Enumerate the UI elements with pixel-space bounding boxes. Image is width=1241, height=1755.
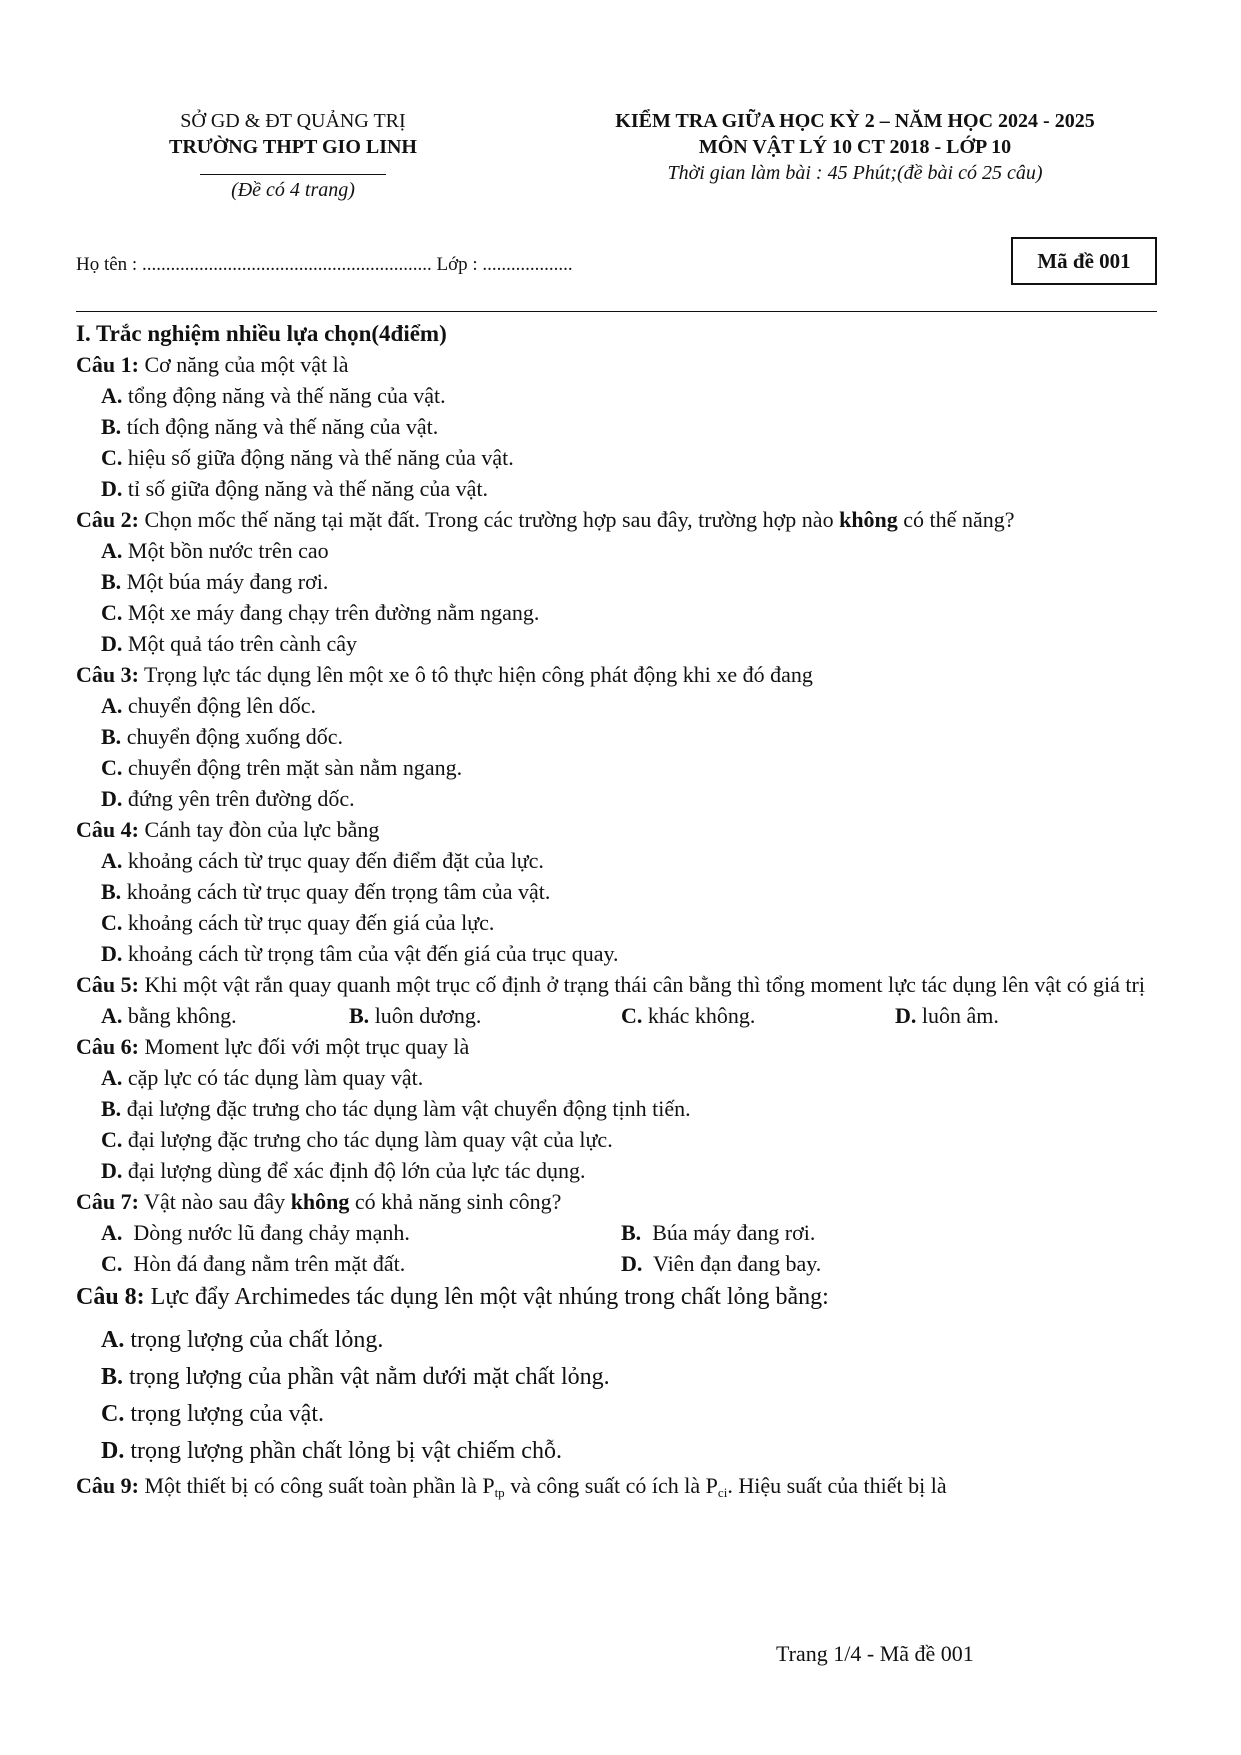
q3-option-c [101, 752, 1166, 783]
question-text: có thế năng? [897, 507, 1015, 532]
q2-option-c [101, 597, 1166, 628]
exam-title: KIỂM TRA GIỮA HỌC KỲ 2 – NĂM HỌC 2024 - 2025 [615, 110, 1095, 132]
question-9 [76, 1470, 1166, 1501]
page-footer: Trang 1/4 - Mã đề 001 [776, 1641, 974, 1666]
department-name: SỞ GD & ĐT QUẢNG TRỊ [180, 110, 406, 132]
q8-option-a [101, 1322, 1166, 1359]
question-3 [76, 659, 1166, 690]
option-text: đại lượng dùng để xác định độ lớn của lực tác dụng. [127, 1158, 586, 1183]
student-info-line: Họ tên : ............................................................. Lớp : ................... [76, 254, 573, 275]
option-letter: A. [101, 1065, 123, 1090]
question-text: Vật nào sau đây [138, 1189, 291, 1214]
option-text: luôn dương. [374, 1003, 482, 1028]
option-letter: D. [101, 1158, 123, 1183]
question-7 [76, 1186, 1166, 1217]
question-text: Khi một vật rắn quay quanh một trục cố định ở trạng thái cân bằng thì tổng moment lực tác dụng lên vật có giá trị [138, 972, 1145, 997]
option-text: Dòng nước lũ đang chảy mạnh. [133, 1220, 410, 1245]
option-letter: B. [349, 1003, 370, 1028]
q7-option-c [101, 1248, 621, 1279]
q7-option-a [101, 1217, 621, 1248]
questions [76, 318, 1166, 1501]
option-letter: B. [621, 1220, 642, 1245]
option-text: khoảng cách từ trục quay đến giá của lực. [127, 910, 495, 935]
option-letter: D. [101, 786, 123, 811]
header-divider [200, 174, 386, 175]
option-text: tỉ số giữa động năng và thế năng của vật. [127, 476, 489, 501]
question-label: Câu 6: [76, 1034, 139, 1059]
question-text: có khả năng sinh công? [349, 1189, 562, 1214]
option-text: đại lượng đặc trưng cho tác dụng làm quay vật của lực. [127, 1127, 613, 1152]
option-letter: C. [101, 1127, 123, 1152]
option-text: Một quả táo trên cành cây [127, 631, 357, 656]
question-text: Cánh tay đòn của lực bằng [138, 817, 380, 842]
question-text: Moment lực đối với một trục quay là [138, 1034, 470, 1059]
q6-option-b [101, 1093, 1166, 1124]
option-letter: D. [621, 1251, 643, 1276]
option-letter: C. [101, 1401, 125, 1427]
q5-option-a [101, 1000, 349, 1031]
option-letter: A. [101, 1003, 123, 1028]
option-text: trọng lượng của phần vật nằm dưới mặt chất lỏng. [129, 1364, 610, 1390]
q8-option-c [101, 1396, 1166, 1433]
option-text: Một búa máy đang rơi. [126, 569, 329, 594]
q3-option-a [101, 690, 1166, 721]
option-text: Viên đạn đang bay. [653, 1251, 822, 1276]
header-left [128, 108, 458, 203]
option-letter: B. [101, 724, 122, 749]
question-text: Chọn mốc thế năng tại mặt đất. Trong các trường hợp sau đây, trường hợp nào [138, 507, 840, 532]
question-label: Câu 3: [76, 662, 139, 687]
option-letter: A. [101, 1327, 125, 1353]
option-text: hiệu số giữa động năng và thế năng của vật. [127, 445, 514, 470]
option-letter: A. [101, 538, 123, 563]
option-letter: D. [101, 1438, 125, 1464]
option-letter: A. [101, 693, 123, 718]
school-name: TRƯỜNG THPT GIO LINH [168, 136, 417, 158]
option-text: khoảng cách từ trọng tâm của vật đến giá của trục quay. [127, 941, 619, 966]
question-8 [76, 1279, 1166, 1316]
option-text: cặp lực có tác dụng làm quay vật. [127, 1065, 424, 1090]
option-text: khoảng cách từ trục quay đến trọng tâm của vật. [126, 879, 551, 904]
question-2 [76, 504, 1166, 535]
q2-option-a [101, 535, 1166, 566]
q4-option-b [101, 876, 1166, 907]
option-text: tổng động năng và thế năng của vật. [127, 383, 446, 408]
q8-option-b [101, 1359, 1166, 1396]
q3-option-b [101, 721, 1166, 752]
option-letter: B. [101, 569, 122, 594]
question-label: Câu 7: [76, 1189, 139, 1214]
question-text: Một thiết bị có công suất toàn phần là P [138, 1473, 495, 1498]
option-letter: B. [101, 879, 122, 904]
option-letter: C. [101, 910, 123, 935]
question-text: và công suất có ích là P [504, 1473, 718, 1498]
section-title: I. Trắc nghiệm nhiều lựa chọn(4điểm) [76, 321, 447, 346]
option-letter: D. [101, 631, 123, 656]
q2-option-b [101, 566, 1166, 597]
q5-options [101, 1000, 1166, 1031]
question-label: Câu 2: [76, 507, 139, 532]
option-text: chuyển động xuống dốc. [126, 724, 343, 749]
q1-option-b [101, 411, 1166, 442]
q7-options-row-1 [101, 1217, 1166, 1248]
question-label: Câu 5: [76, 972, 139, 997]
q5-option-b [349, 1000, 621, 1031]
exam-code-box: Mã đề 001 [1011, 237, 1157, 285]
q7-option-d [621, 1248, 821, 1279]
q1-option-d [101, 473, 1166, 504]
question-label: Câu 1: [76, 352, 139, 377]
option-text: chuyển động lên dốc. [127, 693, 317, 718]
option-letter: D. [895, 1003, 917, 1028]
option-letter: A. [101, 383, 123, 408]
q7-options-row-2 [101, 1248, 1166, 1279]
question-emphasis: không [290, 1189, 350, 1214]
option-letter: B. [101, 1364, 124, 1390]
option-letter: C. [101, 755, 123, 780]
question-5 [76, 969, 1166, 1000]
q3-option-d [101, 783, 1166, 814]
option-text: trọng lượng phần chất lỏng bị vật chiếm chỗ. [130, 1438, 562, 1464]
option-letter: A. [101, 848, 123, 873]
question-8-block [76, 1279, 1166, 1470]
option-text: khác không. [647, 1003, 756, 1028]
q6-option-c [101, 1124, 1166, 1155]
q5-option-c [621, 1000, 895, 1031]
q8-option-d [101, 1433, 1166, 1470]
q6-option-a [101, 1062, 1166, 1093]
question-6 [76, 1031, 1166, 1062]
option-letter: D. [101, 476, 123, 501]
option-text: Hòn đá đang nằm trên mặt đất. [133, 1251, 406, 1276]
option-text: khoảng cách từ trục quay đến điểm đặt của lực. [127, 848, 544, 873]
question-emphasis: không [839, 507, 898, 532]
subscript: ci [717, 1485, 728, 1500]
pages-note: (Đề có 4 trang) [231, 179, 355, 201]
option-letter: B. [101, 414, 122, 439]
option-text: Một bồn nước trên cao [127, 538, 329, 563]
option-letter: C. [621, 1003, 643, 1028]
q1-option-c [101, 442, 1166, 473]
q1-option-a [101, 380, 1166, 411]
option-letter: C. [101, 600, 123, 625]
question-text: Lực đẩy Archimedes tác dụng lên một vật nhúng trong chất lỏng bằng: [144, 1284, 829, 1310]
question-label: Câu 4: [76, 817, 139, 842]
question-label: Câu 9: [76, 1473, 139, 1498]
subject-title: MÔN VẬT LÝ 10 CT 2018 - LỚP 10 [698, 136, 1012, 158]
option-text: trọng lượng của chất lỏng. [130, 1327, 384, 1353]
option-text: chuyển động trên mặt sàn nằm ngang. [127, 755, 463, 780]
q6-option-d [101, 1155, 1166, 1186]
option-text: đứng yên trên đường dốc. [127, 786, 355, 811]
option-text: luôn âm. [921, 1003, 999, 1028]
q4-option-a [101, 845, 1166, 876]
question-4 [76, 814, 1166, 845]
q4-option-c [101, 907, 1166, 938]
header-rule [76, 311, 1157, 312]
question-text: Cơ năng của một vật là [138, 352, 349, 377]
subscript: tp [494, 1485, 505, 1500]
option-text: tích động năng và thế năng của vật. [126, 414, 439, 439]
option-text: trọng lượng của vật. [130, 1401, 324, 1427]
question-text: Trọng lực tác dụng lên một xe ô tô thực hiện công phát động khi xe đó đang [138, 662, 813, 687]
q4-option-d [101, 938, 1166, 969]
option-text: Búa máy đang rơi. [652, 1220, 816, 1245]
option-letter: D. [101, 941, 123, 966]
option-text: bằng không. [127, 1003, 237, 1028]
header-right [560, 108, 1150, 186]
q5-option-d [895, 1000, 999, 1031]
option-text: đại lượng đặc trưng cho tác dụng làm vật chuyển động tịnh tiến. [126, 1096, 691, 1121]
option-letter: B. [101, 1096, 122, 1121]
question-1 [76, 349, 1166, 380]
option-letter: C. [101, 1251, 123, 1276]
time-note: Thời gian làm bài : 45 Phút;(đề bài có 25 câu) [667, 162, 1043, 184]
option-letter: A. [101, 1220, 123, 1245]
option-letter: C. [101, 445, 123, 470]
option-text: Một xe máy đang chạy trên đường nằm ngang. [127, 600, 540, 625]
q7-option-b [621, 1217, 815, 1248]
question-text: . Hiệu suất của thiết bị là [727, 1473, 947, 1498]
q2-option-d [101, 628, 1166, 659]
question-label: Câu 8: [76, 1284, 145, 1310]
